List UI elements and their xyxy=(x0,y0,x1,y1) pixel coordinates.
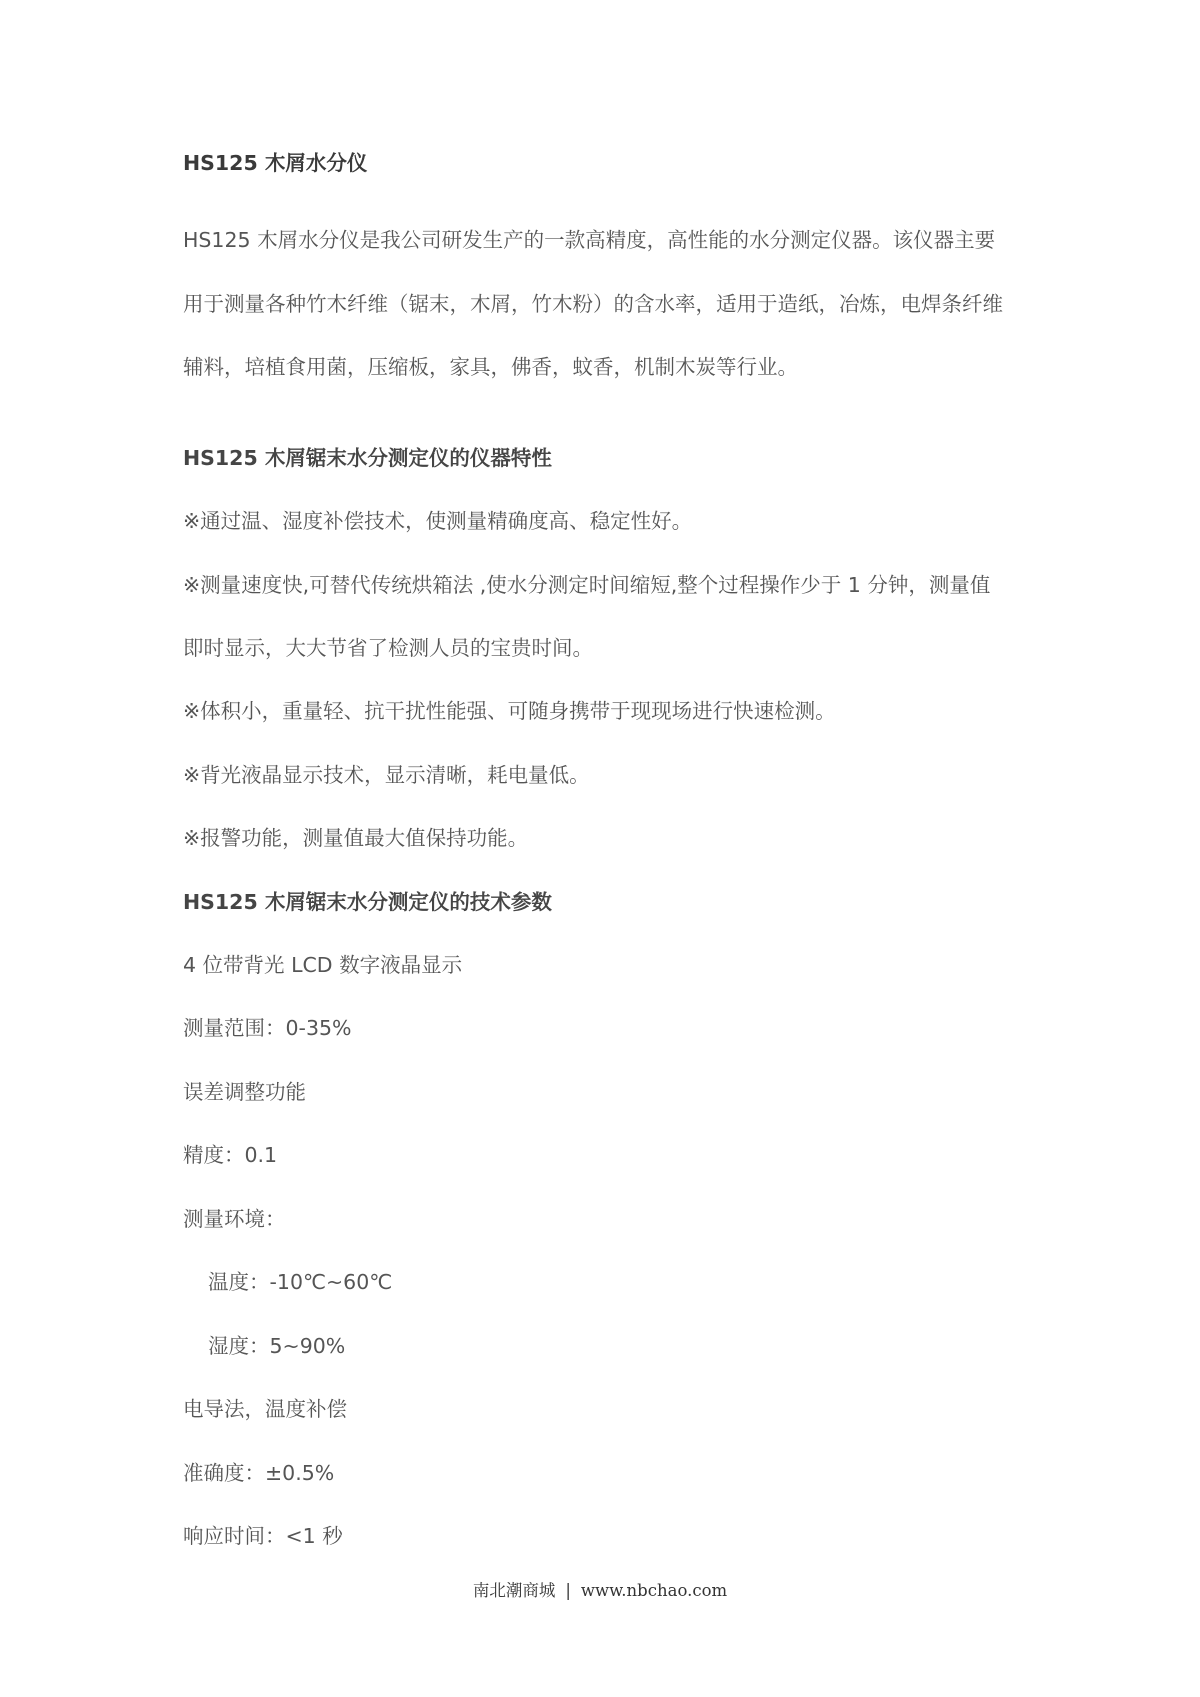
spec-line: 湿度：5~90% xyxy=(208,1334,346,1358)
spec-line: 误差调整功能 xyxy=(183,1080,306,1104)
feature-line: ※通过温、湿度补偿技术，使测量精确度高、稳定性好。 xyxy=(183,509,693,533)
specs-heading: HS125 木屑锯末水分测定仪的技术参数 xyxy=(183,890,552,914)
features-heading: HS125 木屑锯末水分测定仪的仪器特性 xyxy=(183,446,552,470)
spec-line: 测量范围：0-35% xyxy=(183,1016,352,1040)
spec-line: 电导法，温度补偿 xyxy=(183,1397,347,1421)
page-footer xyxy=(0,1579,1200,1603)
spec-line: 准确度：±0.5% xyxy=(183,1461,335,1485)
feature-line: ※测量速度快,可替代传统烘箱法 ,使水分测定时间缩短,整个过程操作少于 1 分钟，测量值 xyxy=(183,573,991,597)
intro-line: HS125 木屑水分仪是我公司研发生产的一款高精度，高性能的水分测定仪器。该仪器主要 xyxy=(183,228,996,252)
spec-line: 测量环境： xyxy=(183,1207,286,1231)
document-title: HS125 木屑水分仪 xyxy=(183,151,368,175)
intro-line: 辅料，培植食用菌，压缩板，家具，佛香，蚊香，机制木炭等行业。 xyxy=(183,355,798,379)
footer-url-link[interactable]: www.nbchao.com xyxy=(580,1581,728,1600)
spec-line: 温度：-10℃~60℃ xyxy=(208,1270,393,1294)
feature-line: ※体积小，重量轻、抗干扰性能强、可随身携带于现现场进行快速检测。 xyxy=(183,699,836,723)
spec-line: 4 位带背光 LCD 数字液晶显示 xyxy=(183,953,463,977)
intro-line: 用于测量各种竹木纤维（锯末，木屑，竹木粉）的含水率，适用于造纸，冶炼，电焊条纤维 xyxy=(183,292,1003,316)
spec-line: 响应时间：<1 秒 xyxy=(183,1524,343,1548)
footer-separator: | xyxy=(565,1581,571,1600)
feature-line: 即时显示，大大节省了检测人员的宝贵时间。 xyxy=(183,636,593,660)
spec-line: 精度：0.1 xyxy=(183,1143,278,1167)
feature-line: ※背光液晶显示技术，显示清晰，耗电量低。 xyxy=(183,763,590,787)
feature-line: ※报警功能，测量值最大值保持功能。 xyxy=(183,826,529,850)
footer-site-name: 南北潮商城 xyxy=(472,1581,556,1600)
